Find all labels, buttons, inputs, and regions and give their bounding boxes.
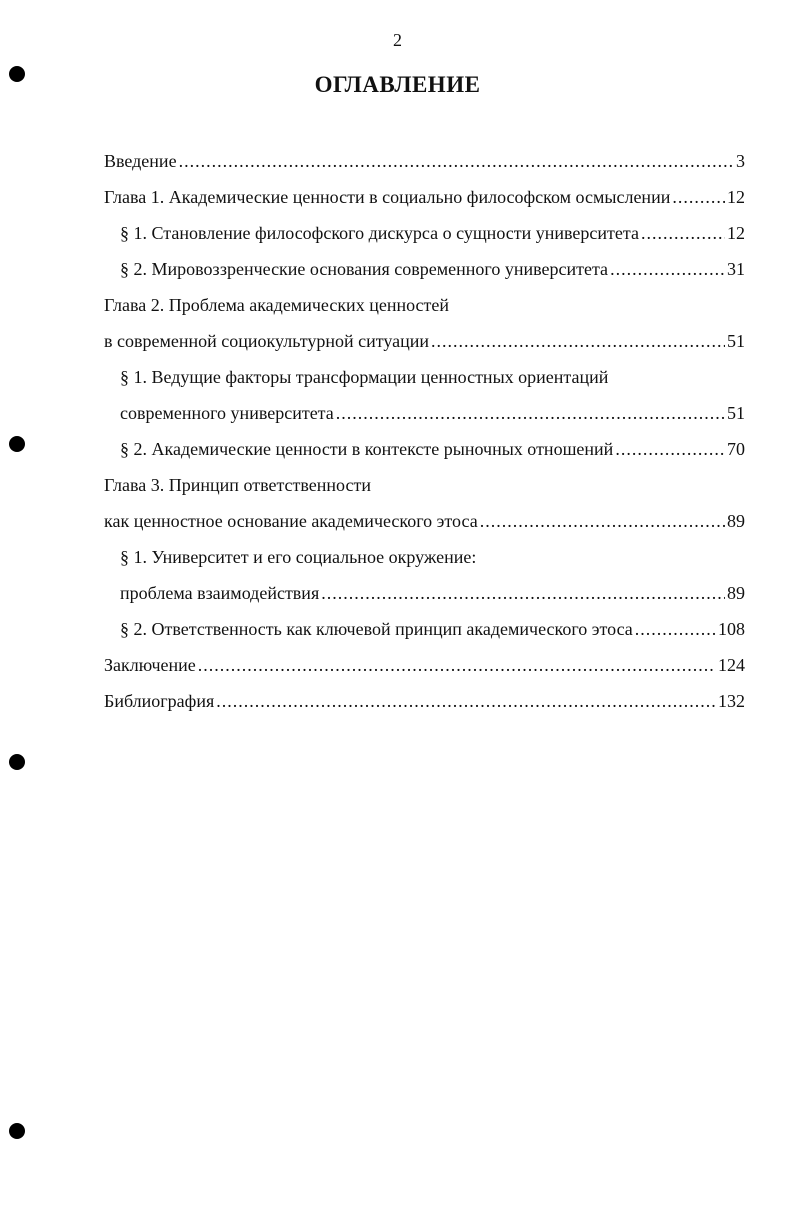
toc-entry bbox=[104, 575, 745, 611]
toc-entry-page: 108 bbox=[718, 619, 745, 639]
punch-hole-4 bbox=[9, 1123, 25, 1139]
toc-leader-dots bbox=[480, 503, 725, 539]
toc-entry bbox=[104, 215, 745, 251]
toc-entry bbox=[104, 251, 745, 287]
toc-entry bbox=[104, 359, 745, 395]
toc-entry bbox=[104, 611, 745, 647]
table-of-contents bbox=[104, 143, 745, 719]
toc-entry-page: 51 bbox=[727, 403, 745, 423]
toc-entry-title: Заключение bbox=[104, 655, 196, 675]
toc-entry bbox=[104, 503, 745, 539]
toc-leader-dots bbox=[431, 323, 725, 359]
toc-entry bbox=[104, 539, 745, 575]
toc-entry-page: 12 bbox=[727, 223, 745, 243]
toc-entry bbox=[104, 683, 745, 719]
toc-entry-title: § 2. Ответственность как ключевой принцип академического этоса bbox=[120, 619, 633, 639]
toc-entry-title: Глава 1. Академические ценности в социально философском осмыслении bbox=[104, 187, 671, 207]
punch-hole-2 bbox=[9, 436, 25, 452]
toc-entry-page: 3 bbox=[736, 151, 745, 171]
toc-leader-dots bbox=[615, 431, 725, 467]
toc-entry-page: 31 bbox=[727, 259, 745, 279]
toc-entry-page: 70 bbox=[727, 439, 745, 459]
toc-entry-title: Глава 2. Проблема академических ценностей bbox=[104, 295, 450, 315]
toc-leader-dots bbox=[216, 683, 716, 719]
toc-entry-page: 51 bbox=[727, 331, 745, 351]
toc-entry-title: § 1. Ведущие факторы трансформации ценностных ориентаций bbox=[120, 367, 609, 387]
toc-leader-dots bbox=[179, 143, 734, 179]
toc-leader-dots bbox=[321, 575, 725, 611]
toc-entry-title: в современной социокультурной ситуации bbox=[104, 331, 430, 351]
toc-entry bbox=[104, 395, 745, 431]
toc-entry bbox=[104, 143, 745, 179]
toc-leader-dots bbox=[635, 611, 716, 647]
toc-entry bbox=[104, 647, 745, 683]
page-title: ОГЛАВЛЕНИЕ bbox=[314, 72, 481, 97]
toc-leader-dots bbox=[198, 647, 716, 683]
toc-entry-title: § 1. Становление философского дискурса о сущности университета bbox=[120, 223, 639, 243]
toc-entry-title: проблема взаимодействия bbox=[120, 583, 320, 603]
toc-entry bbox=[104, 467, 745, 503]
toc-entry-page: 124 bbox=[718, 655, 745, 675]
toc-entry-title: § 1. Университет и его социальное окружение: bbox=[120, 547, 477, 567]
toc-entry-page: 89 bbox=[727, 511, 745, 531]
toc-entry-title: как ценностное основание академического этоса bbox=[104, 511, 478, 531]
punch-hole-3 bbox=[9, 754, 25, 770]
toc-entry-page: 12 bbox=[727, 187, 745, 207]
page-number: 2 bbox=[393, 30, 402, 50]
toc-entry-title: Библиография bbox=[104, 691, 215, 711]
toc-entry-title: § 2. Мировоззренческие основания современного университета bbox=[120, 259, 609, 279]
toc-leader-dots bbox=[336, 395, 725, 431]
toc-entry-title: Глава 3. Принцип ответственности bbox=[104, 475, 371, 495]
punch-hole-1 bbox=[9, 66, 25, 82]
toc-leader-dots bbox=[610, 251, 725, 287]
toc-entry-page: 132 bbox=[718, 691, 745, 711]
toc-entry-title: Введение bbox=[104, 151, 177, 171]
toc-entry bbox=[104, 431, 745, 467]
toc-entry-title: современного университета bbox=[120, 403, 334, 423]
toc-leader-dots bbox=[672, 179, 725, 215]
toc-entry bbox=[104, 179, 745, 215]
toc-entry-title: § 2. Академические ценности в контексте рыночных отношений bbox=[120, 439, 614, 459]
toc-leader-dots bbox=[641, 215, 725, 251]
toc-entry bbox=[104, 323, 745, 359]
toc-entry-page: 89 bbox=[727, 583, 745, 603]
toc-entry bbox=[104, 287, 745, 323]
